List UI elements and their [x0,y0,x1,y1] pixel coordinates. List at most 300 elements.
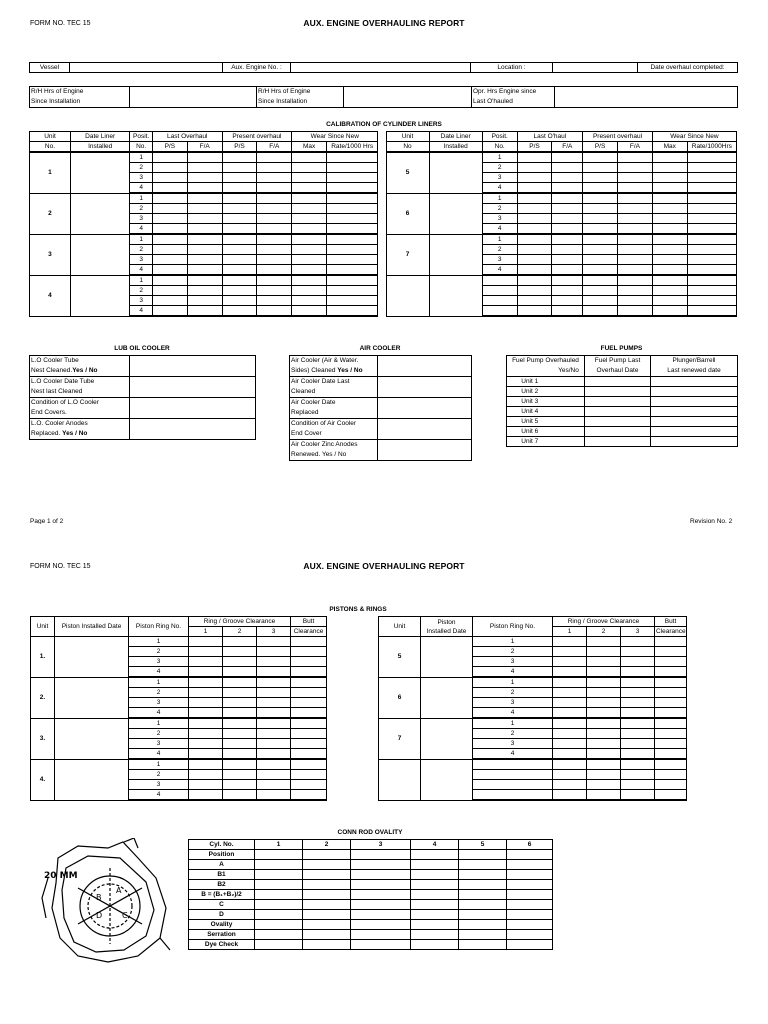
piston-value-field[interactable] [621,780,655,790]
piston-value-field[interactable] [291,780,327,790]
liner-r-value-field[interactable] [618,296,653,306]
liner-r-value-field[interactable] [687,296,736,306]
conn-rod-value-field[interactable] [459,880,507,890]
liner-r-value-field[interactable] [652,173,687,183]
piston-value-field[interactable] [291,657,327,667]
liner-value-field[interactable] [187,275,222,286]
piston-value-field[interactable] [257,729,291,739]
piston-value-field[interactable] [655,749,687,760]
piston-value-field[interactable] [257,739,291,749]
piston-value-field[interactable] [189,647,223,657]
piston-value-field[interactable] [553,729,587,739]
liner-value-field[interactable] [327,286,378,296]
piston-value-field[interactable] [621,718,655,729]
liner-date-field[interactable] [70,193,129,234]
liner-r-value-field[interactable] [618,306,653,317]
liner-value-field[interactable] [152,173,187,183]
rh-hrs-field-1[interactable] [130,87,257,108]
liner-r-value-field[interactable] [618,265,653,276]
piston-value-field[interactable] [621,770,655,780]
piston-value-field[interactable] [587,708,621,719]
liner-r-value-field[interactable] [517,152,552,163]
conn-rod-value-field[interactable] [255,910,303,920]
piston-value-field[interactable] [189,739,223,749]
piston-value-field[interactable] [257,770,291,780]
piston-value-field[interactable] [189,708,223,719]
conn-rod-value-field[interactable] [303,920,351,930]
liner-r-value-field[interactable] [652,234,687,245]
piston-installed-field[interactable] [55,759,129,800]
piston-value-field[interactable] [223,708,257,719]
piston-value-field[interactable] [655,790,687,801]
fp-last-field[interactable] [585,427,651,437]
liner-value-field[interactable] [222,275,257,286]
conn-rod-value-field[interactable] [255,930,303,940]
liner-value-field[interactable] [222,193,257,204]
liner-value-field[interactable] [327,152,378,163]
piston-value-field[interactable] [291,637,327,647]
piston-value-field[interactable] [291,759,327,770]
fp-overhauled-field[interactable] [553,387,585,397]
conn-rod-value-field[interactable] [459,890,507,900]
piston-value-field[interactable] [291,698,327,708]
piston-value-field[interactable] [587,780,621,790]
liner-r-value-field[interactable] [517,224,552,235]
liner-value-field[interactable] [257,286,292,296]
conn-rod-value-field[interactable] [507,850,553,860]
conn-rod-value-field[interactable] [303,880,351,890]
liner-r-value-field[interactable] [517,234,552,245]
piston-value-field[interactable] [189,657,223,667]
piston-value-field[interactable] [621,759,655,770]
liner-value-field[interactable] [292,265,327,276]
liner-r-value-field[interactable] [652,163,687,173]
liner-r-value-field[interactable] [583,296,618,306]
conn-rod-value-field[interactable] [255,940,303,950]
liner-r-value-field[interactable] [517,183,552,194]
piston-value-field[interactable] [189,677,223,688]
conn-rod-value-field[interactable] [459,910,507,920]
liner-r-value-field[interactable] [652,224,687,235]
piston-value-field[interactable] [291,770,327,780]
liner-r-value-field[interactable] [552,234,583,245]
fp-plunger-field[interactable] [651,437,738,447]
liner-r-value-field[interactable] [583,204,618,214]
liner-date-field[interactable] [70,234,129,275]
piston-value-field[interactable] [189,770,223,780]
conn-rod-value-field[interactable] [351,920,411,930]
liner-value-field[interactable] [222,296,257,306]
liner-value-field[interactable] [187,163,222,173]
piston-value-field[interactable] [553,637,587,647]
conn-rod-value-field[interactable] [255,880,303,890]
liner-value-field[interactable] [222,173,257,183]
liner-value-field[interactable] [327,245,378,255]
piston-value-field[interactable] [257,657,291,667]
piston-value-field[interactable] [223,667,257,678]
liner-value-field[interactable] [222,245,257,255]
liner-value-field[interactable] [222,306,257,317]
piston-value-field[interactable] [257,688,291,698]
liner-r-value-field[interactable] [552,224,583,235]
liner-r-value-field[interactable] [687,255,736,265]
liner-value-field[interactable] [152,214,187,224]
piston-value-field[interactable] [621,708,655,719]
conn-rod-value-field[interactable] [303,870,351,880]
conn-rod-value-field[interactable] [411,850,459,860]
liner-value-field[interactable] [292,204,327,214]
piston-value-field[interactable] [553,647,587,657]
piston-value-field[interactable] [553,698,587,708]
piston-value-field[interactable] [291,708,327,719]
liner-value-field[interactable] [257,306,292,317]
piston-value-field[interactable] [257,708,291,719]
piston-value-field[interactable] [621,790,655,801]
liner-value-field[interactable] [292,183,327,194]
liner-r-value-field[interactable] [652,204,687,214]
conn-rod-value-field[interactable] [255,920,303,930]
liner-r-value-field[interactable] [687,234,736,245]
conn-rod-value-field[interactable] [303,850,351,860]
piston-value-field[interactable] [553,708,587,719]
piston-value-field[interactable] [223,739,257,749]
conn-rod-value-field[interactable] [507,880,553,890]
liner-value-field[interactable] [257,234,292,245]
piston-value-field[interactable] [189,790,223,801]
piston-value-field[interactable] [587,667,621,678]
liner-value-field[interactable] [187,204,222,214]
liner-r-value-field[interactable] [687,306,736,317]
lo-date-field[interactable] [130,377,256,398]
liner-value-field[interactable] [327,214,378,224]
fp-last-field[interactable] [585,377,651,387]
piston-value-field[interactable] [257,749,291,760]
piston-value-field[interactable] [291,647,327,657]
piston-value-field[interactable] [223,698,257,708]
liner-value-field[interactable] [222,286,257,296]
liner-r-value-field[interactable] [618,193,653,204]
piston-value-field[interactable] [621,647,655,657]
ac-zinc-field[interactable] [378,440,472,461]
liner-value-field[interactable] [292,234,327,245]
piston-value-field[interactable] [223,749,257,760]
liner-value-field[interactable] [257,163,292,173]
liner-value-field[interactable] [257,224,292,235]
liner-r-date-field[interactable] [429,152,482,193]
fp-last-field[interactable] [585,417,651,427]
liner-r-value-field[interactable] [618,152,653,163]
liner-r-value-field[interactable] [552,204,583,214]
piston-value-field[interactable] [655,759,687,770]
piston-value-field[interactable] [587,729,621,739]
piston-value-field[interactable] [655,647,687,657]
piston-value-field[interactable] [291,688,327,698]
piston-value-field[interactable] [189,718,223,729]
piston-value-field[interactable] [257,698,291,708]
piston-value-field[interactable] [553,657,587,667]
liner-r-value-field[interactable] [687,173,736,183]
conn-rod-value-field[interactable] [507,910,553,920]
liner-r-value-field[interactable] [552,275,583,286]
conn-rod-value-field[interactable] [303,910,351,920]
piston-value-field[interactable] [223,647,257,657]
piston-value-field[interactable] [223,790,257,801]
piston-value-field[interactable] [223,637,257,647]
piston-value-field[interactable] [553,739,587,749]
lo-cond-field[interactable] [130,398,256,419]
piston-value-field[interactable] [655,780,687,790]
liner-r-value-field[interactable] [583,163,618,173]
piston-value-field[interactable] [553,688,587,698]
fp-plunger-field[interactable] [651,387,738,397]
piston-value-field[interactable] [587,637,621,647]
piston-value-field[interactable] [291,667,327,678]
piston-value-field[interactable] [291,677,327,688]
liner-value-field[interactable] [292,275,327,286]
liner-value-field[interactable] [257,173,292,183]
liner-r-value-field[interactable] [517,245,552,255]
piston-value-field[interactable] [291,749,327,760]
liner-value-field[interactable] [222,183,257,194]
liner-value-field[interactable] [257,183,292,194]
liner-value-field[interactable] [292,214,327,224]
liner-value-field[interactable] [152,265,187,276]
piston-value-field[interactable] [655,657,687,667]
conn-rod-value-field[interactable] [459,930,507,940]
liner-value-field[interactable] [152,234,187,245]
liner-r-value-field[interactable] [517,255,552,265]
conn-rod-value-field[interactable] [351,940,411,950]
fp-last-field[interactable] [585,437,651,447]
piston-value-field[interactable] [189,759,223,770]
liner-value-field[interactable] [257,214,292,224]
vessel-field[interactable] [70,63,223,73]
liner-value-field[interactable] [152,193,187,204]
liner-date-field[interactable] [70,152,129,193]
piston-value-field[interactable] [655,718,687,729]
liner-value-field[interactable] [292,306,327,317]
piston-value-field[interactable] [291,729,327,739]
liner-r-value-field[interactable] [552,163,583,173]
liner-r-value-field[interactable] [517,173,552,183]
conn-rod-value-field[interactable] [351,860,411,870]
liner-r-value-field[interactable] [618,255,653,265]
liner-value-field[interactable] [152,224,187,235]
conn-rod-value-field[interactable] [351,910,411,920]
piston-value-field[interactable] [189,729,223,739]
conn-rod-value-field[interactable] [411,940,459,950]
liner-value-field[interactable] [292,224,327,235]
liner-value-field[interactable] [292,286,327,296]
liner-r-value-field[interactable] [583,173,618,183]
liner-r-value-field[interactable] [517,163,552,173]
liner-value-field[interactable] [187,306,222,317]
conn-rod-value-field[interactable] [351,890,411,900]
liner-value-field[interactable] [327,224,378,235]
liner-value-field[interactable] [327,204,378,214]
rh-hrs-field-2[interactable] [344,87,472,108]
piston-value-field[interactable] [223,770,257,780]
liner-r-value-field[interactable] [517,296,552,306]
liner-r-value-field[interactable] [618,275,653,286]
piston-value-field[interactable] [587,790,621,801]
piston-value-field[interactable] [587,749,621,760]
opr-hrs-field[interactable] [555,87,738,108]
piston-value-field[interactable] [587,688,621,698]
liner-value-field[interactable] [327,183,378,194]
conn-rod-value-field[interactable] [411,930,459,940]
liner-r-value-field[interactable] [652,193,687,204]
conn-rod-value-field[interactable] [411,880,459,890]
piston-value-field[interactable] [587,759,621,770]
piston-value-field[interactable] [621,739,655,749]
liner-r-value-field[interactable] [618,286,653,296]
liner-r-value-field[interactable] [552,193,583,204]
piston-value-field[interactable] [189,698,223,708]
liner-value-field[interactable] [327,306,378,317]
liner-r-value-field[interactable] [552,214,583,224]
liner-value-field[interactable] [187,214,222,224]
liner-value-field[interactable] [152,286,187,296]
piston-value-field[interactable] [291,790,327,801]
liner-r-value-field[interactable] [652,183,687,194]
piston-value-field[interactable] [655,688,687,698]
liner-r-value-field[interactable] [687,193,736,204]
conn-rod-value-field[interactable] [507,890,553,900]
piston-value-field[interactable] [621,677,655,688]
conn-rod-value-field[interactable] [351,930,411,940]
liner-value-field[interactable] [327,255,378,265]
liner-value-field[interactable] [222,163,257,173]
liner-r-value-field[interactable] [583,214,618,224]
ac-replaced-field[interactable] [378,398,472,419]
liner-r-value-field[interactable] [652,152,687,163]
liner-r-value-field[interactable] [583,193,618,204]
conn-rod-value-field[interactable] [303,900,351,910]
liner-r-value-field[interactable] [583,152,618,163]
liner-r-value-field[interactable] [552,245,583,255]
piston-value-field[interactable] [553,759,587,770]
liner-value-field[interactable] [222,234,257,245]
piston-value-field[interactable] [587,677,621,688]
liner-r-value-field[interactable] [618,163,653,173]
liner-r-value-field[interactable] [552,255,583,265]
liner-r-value-field[interactable] [618,234,653,245]
conn-rod-value-field[interactable] [411,920,459,930]
liner-r-value-field[interactable] [552,183,583,194]
piston-value-field[interactable] [257,718,291,729]
liner-value-field[interactable] [152,245,187,255]
fp-last-field[interactable] [585,387,651,397]
fp-plunger-field[interactable] [651,377,738,387]
liner-r-value-field[interactable] [687,214,736,224]
conn-rod-value-field[interactable] [507,940,553,950]
conn-rod-value-field[interactable] [351,870,411,880]
fp-overhauled-field[interactable] [553,437,585,447]
liner-r-value-field[interactable] [583,183,618,194]
liner-value-field[interactable] [292,245,327,255]
liner-r-value-field[interactable] [618,173,653,183]
liner-value-field[interactable] [187,224,222,235]
piston-value-field[interactable] [223,780,257,790]
liner-value-field[interactable] [187,173,222,183]
conn-rod-value-field[interactable] [507,860,553,870]
piston-value-field[interactable] [655,637,687,647]
fp-plunger-field[interactable] [651,407,738,417]
piston-value-field[interactable] [257,677,291,688]
liner-r-value-field[interactable] [618,224,653,235]
liner-value-field[interactable] [152,152,187,163]
conn-rod-value-field[interactable] [303,890,351,900]
fp-plunger-field[interactable] [651,427,738,437]
conn-rod-value-field[interactable] [459,920,507,930]
piston-installed-field[interactable] [55,718,129,759]
liner-value-field[interactable] [327,234,378,245]
liner-value-field[interactable] [152,275,187,286]
piston-value-field[interactable] [655,667,687,678]
conn-rod-value-field[interactable] [255,850,303,860]
liner-value-field[interactable] [187,245,222,255]
piston-value-field[interactable] [189,688,223,698]
fp-overhauled-field[interactable] [553,407,585,417]
piston-installed-field[interactable] [421,637,473,678]
liner-value-field[interactable] [292,296,327,306]
piston-value-field[interactable] [223,718,257,729]
lo-tube-field[interactable] [130,356,256,377]
liner-r-value-field[interactable] [687,224,736,235]
liner-value-field[interactable] [152,204,187,214]
conn-rod-value-field[interactable] [255,900,303,910]
piston-value-field[interactable] [587,657,621,667]
conn-rod-value-field[interactable] [507,900,553,910]
conn-rod-value-field[interactable] [507,920,553,930]
liner-r-value-field[interactable] [552,265,583,276]
liner-date-field[interactable] [70,275,129,316]
liner-value-field[interactable] [327,193,378,204]
liner-r-value-field[interactable] [652,306,687,317]
liner-r-value-field[interactable] [687,286,736,296]
liner-r-value-field[interactable] [618,183,653,194]
piston-value-field[interactable] [655,698,687,708]
liner-value-field[interactable] [222,204,257,214]
piston-value-field[interactable] [257,667,291,678]
liner-value-field[interactable] [257,275,292,286]
piston-value-field[interactable] [587,770,621,780]
liner-r-value-field[interactable] [517,214,552,224]
piston-installed-field[interactable] [421,759,473,800]
liner-value-field[interactable] [187,193,222,204]
conn-rod-value-field[interactable] [255,870,303,880]
piston-value-field[interactable] [257,637,291,647]
ac-cond-field[interactable] [378,419,472,440]
liner-r-value-field[interactable] [552,152,583,163]
piston-value-field[interactable] [553,749,587,760]
liner-value-field[interactable] [292,193,327,204]
liner-value-field[interactable] [257,204,292,214]
fp-last-field[interactable] [585,407,651,417]
piston-value-field[interactable] [291,718,327,729]
liner-r-value-field[interactable] [618,214,653,224]
liner-value-field[interactable] [327,275,378,286]
liner-r-value-field[interactable] [583,275,618,286]
liner-value-field[interactable] [292,152,327,163]
liner-value-field[interactable] [152,296,187,306]
liner-r-date-field[interactable] [429,234,482,275]
fp-overhauled-field[interactable] [553,397,585,407]
liner-r-value-field[interactable] [687,163,736,173]
liner-value-field[interactable] [222,224,257,235]
liner-value-field[interactable] [257,296,292,306]
